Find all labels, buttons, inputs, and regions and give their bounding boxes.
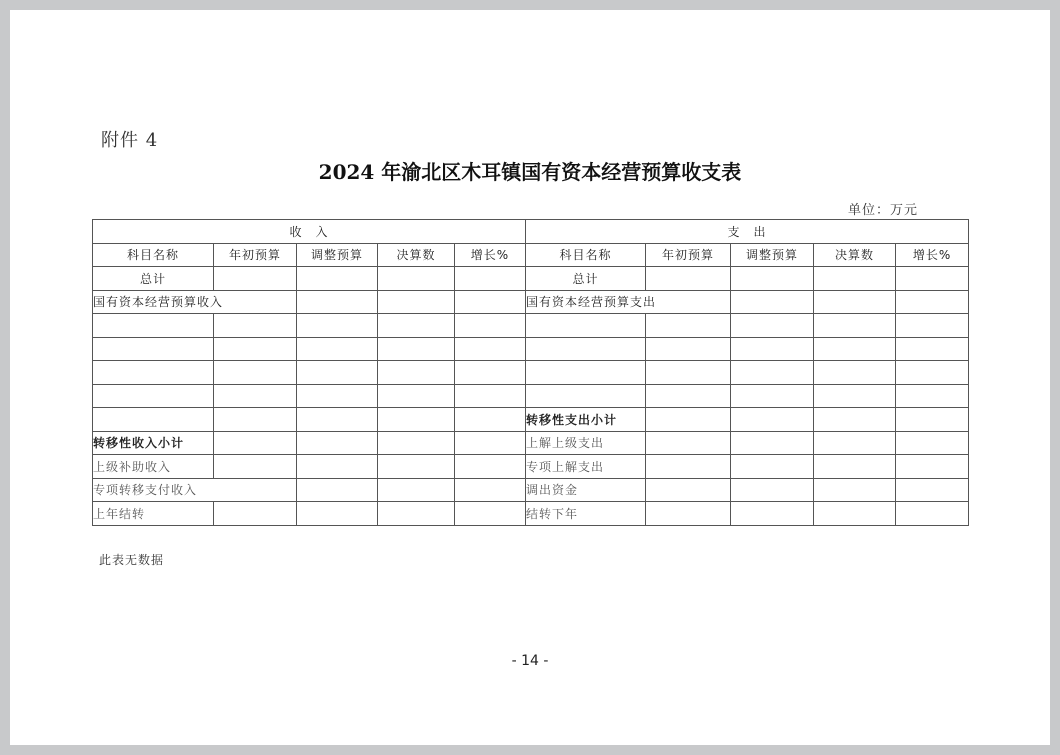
table-row [93, 455, 969, 479]
col-header: 增长% [455, 243, 526, 267]
table-row [93, 384, 969, 408]
row-label: 转移性收入小计 [93, 431, 214, 455]
col-header: 决算数 [378, 243, 455, 267]
table-row [93, 337, 969, 361]
document-page [10, 10, 1050, 745]
col-header: 增长% [896, 243, 969, 267]
row-label: 专项上解支出 [526, 455, 646, 479]
col-header: 调整预算 [731, 243, 814, 267]
budget-table [92, 219, 969, 526]
col-header: 科目名称 [93, 243, 214, 267]
page-number: - 14 - [511, 653, 549, 669]
col-header: 调整预算 [297, 243, 378, 267]
row-label: 上解上级支出 [526, 431, 646, 455]
row-label: 上年结转 [93, 502, 214, 526]
col-header: 年初预算 [646, 243, 731, 267]
table-row [93, 290, 969, 314]
table-note: 此表无数据 [99, 553, 165, 567]
table-row [93, 502, 969, 526]
row-label: 专项转移支付收入 [93, 478, 297, 502]
row-label: 结转下年 [526, 502, 646, 526]
row-label: 调出资金 [526, 478, 646, 502]
unit-label: 单位：万元 [848, 203, 919, 218]
table-row [93, 408, 969, 432]
section-header-row [93, 220, 969, 244]
annex-label: 附件 4 [101, 130, 159, 151]
row-label: 总计 [526, 267, 646, 291]
row-label: 国有资本经营预算收入 [93, 290, 297, 314]
table-row [93, 361, 969, 385]
col-header: 科目名称 [526, 243, 646, 267]
row-label: 总计 [93, 267, 214, 291]
row-label: 转移性支出小计 [526, 408, 646, 432]
table-row [93, 431, 969, 455]
row-label: 上级补助收入 [93, 455, 214, 479]
expense-header: 支 出 [526, 220, 969, 244]
col-header: 年初预算 [214, 243, 297, 267]
table-row [93, 267, 969, 291]
col-header: 决算数 [814, 243, 896, 267]
table-row [93, 478, 969, 502]
column-header-row [93, 243, 969, 267]
page-title: 2024 年渝北区木耳镇国有资本经营预算收支表 [318, 160, 742, 184]
table-row [93, 314, 969, 338]
row-label: 国有资本经营预算支出 [526, 290, 731, 314]
income-header: 收 入 [93, 220, 526, 244]
